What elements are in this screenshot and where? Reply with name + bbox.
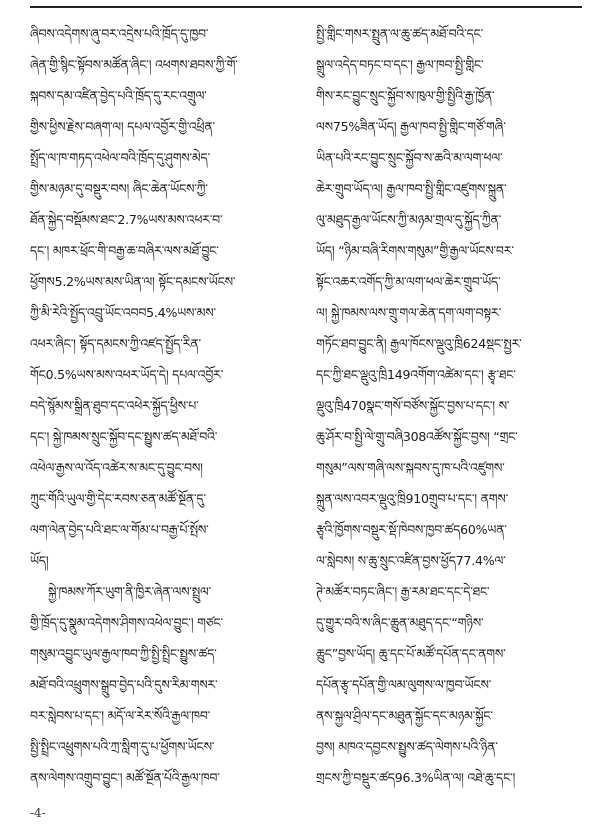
text-line: གྱིས་མཉམ་དུ་བསྡུར་བས། ཞིང་ཆེན་ཡོངས་ཀྱི་: [30, 181, 208, 196]
text-line: ཊེ་མཚོར་བཏང་ཞིང་། རྒྱ་རམ་ཐང་དང་དེ་ཐང་: [316, 584, 490, 599]
text-line: ལག་ལེན་བྱེད་པའི་ཐང་ལ་གོམ་པ་བརྒྱ་པོ་སྤོས་: [30, 522, 209, 537]
text-line: སྐབས་དམ་འཛིན་བྱེད་པའི་ཁྲོད་དུ་རང་འགྲུལ་: [30, 88, 207, 103]
text-line: སྤྱི་སྤྲིང་འཕྲུགས་པའི་ཀྲ་སླིག་དུ་པ་ཕྱོགས་ཡོངས་: [30, 739, 215, 754]
text-line: དང་། སྐྱེ་ཁམས་སྲུང་སྐྱོབ་དང་སྤྱུས་ཚད་མཐོ་བའི་: [30, 429, 218, 444]
text-line: ལྡུའུ་ཁྲི470སྣང་གསོ་བཙོས་སྐྱོང་བྱས་པ་དང་། ས་: [316, 398, 510, 413]
text-line: ཡོད།: [30, 553, 49, 568]
left-column: [30, 18, 296, 793]
text-line: ལུ་མཐུད་རྒྱལ་ཡོངས་ཀྱི་མཉམ་གྲལ་དུ་སྐྱོད་ཀྱིན་: [316, 212, 502, 227]
text-line: དུ་གྱུར་བའི་ས་ཞིང་ཆྲུན་མཐུད་དང་“གཉིས་: [316, 615, 484, 630]
text-line: འཕེལ་རྒྱས་ལ་འོད་འཚེར་ས་མང་དུ་བྱུང་བས།: [30, 460, 203, 475]
text-line: ཆྲུང”བྱས་ཡོད། ཆུ་དང་པོ་མཚོ་དཔོན་དང་ནགས་: [316, 646, 506, 661]
text-line: སྟོང་འཆར་འགོད་ཀྱི་མ་ལག་ཕལ་ཆེར་གྲུབ་ཡོད་: [316, 274, 501, 289]
text-line: ཞིབས་འདེགས་ཞུ་བར་འདྲེས་པའི་ཁྲོད་དུ་ཁྱབ་: [30, 26, 209, 41]
page-number: -4-: [30, 806, 46, 820]
right-column: [316, 18, 582, 793]
text-line: བར་སླེབས་པ་དང་། མདོ་ལ་རེར་སོའི་རྒྱལ་ཁབ་: [30, 708, 211, 723]
text-line: ཀྲུང་གོའི་ཡུལ་གྱི་དེང་རབས་ཅན་མཚོ་སྔོན་དུ་: [30, 491, 206, 506]
text-line: ཕྱོགས5.2%ཡས་མས་ཡིན་ལ། སྟོང་དམངས་ཡོངས་: [30, 274, 236, 289]
text-line: སྤྲོད་ལ་ཁ་གཏད་འཕེལ་བའི་ཁྲོད་དུ་ཤུགས་མེད་: [30, 150, 210, 165]
header-rule: [30, 6, 582, 8]
text-line: ལ། སྐྱེ་ཁམས་ལས་གྲུ་གལ་ཆེན་དག་ལག་བསྟར་: [316, 305, 502, 320]
text-line: གྱི་ཁྲོད་དུ་སྣུམ་འདེགས་ཤིགས་འཕེལ་བྱུང་། གཙང་: [30, 615, 223, 630]
text-line: གོང0.5%ཡས་མས་འཕར་ཡོད་དེ། དཔལ་འབྱོར་: [30, 367, 224, 382]
text-line: སྐྱེ་ཁམས་ཀོར་ཡུག་ནི་ཁྱིར་ཞེན་ལས་སྤྲུལ་: [48, 584, 212, 599]
text-line: བྱས། མཁའ་དབྱངས་སྤྱུས་ཚད་ལེགས་པའི་ཉིན་: [316, 739, 498, 754]
text-line: ཐོན་སྐྱེད་བསྡོམས་ཐང་2.7%ཡས་མས་འཕར་བ་: [30, 212, 223, 227]
text-line: སྒྲུལ་འདེད་བཏང་བ་དང་། རྒྱལ་ཁབ་སྤྱི་གླིང་: [316, 57, 484, 72]
text-line: ཆེར་གྲུབ་ཡོད་ལ། རྒྱལ་ཁབ་སྤྱི་གླིང་འཛུགས་སྐྲུན་: [316, 181, 507, 196]
text-line: ཡོད། “ཉིམ་བཞི་རིགས་གསུམ”གྱི་རྒྱལ་ཡོངས་བར་: [316, 243, 514, 258]
text-line: འཕར་ཞིང་། སྟོད་དམངས་ཀྱི་འཛད་སྤྱོད་རིན་: [30, 336, 201, 351]
text-line: གསུམ”ལས་གཞི་ལས་སྐབས་དུ་ཁ་པའི་འཛུགས་: [316, 460, 505, 475]
text-line: སྤྱི་གླིང་གསར་སྤྲུན་ལ་ཆུ་ཚད་མཐོ་བའི་དང་: [316, 26, 484, 41]
text-line: གསུམ་འབྱུང་ཡུལ་རྒྱལ་ཁབ་ཀྱི་སྤྱི་སྤྲིང་སྤྱུས་ཚད་: [30, 646, 217, 661]
text-line: དང་ཀྱི་ཐང་ལྡུའུ་ཁྲི149འགོག་འཚེམ་དང་། རྩྭ་ཐང་: [316, 367, 516, 382]
text-line: ལ་སླེབས། ས་ཆུ་སྲུང་འཛིན་བྱས་ཕྱོད77.4%ལ་: [316, 553, 506, 568]
text-line: ཡིན་པའི་རང་བྱུང་སྲུང་སྐྱོབ་ས་ཆའི་མ་ལག་ཕལ་: [316, 150, 503, 165]
text-line: གྱིས་ཕྱིས་རྗེས་བཞག་ལ། དཔལ་འབྱོར་གྱི་འཕྲིན་: [30, 119, 215, 134]
text-line: བདེ་སྙོམས་སྒྲིན་ཐུབ་དང་འཕེར་སྐྱོད་ཕྱིས་པ་: [30, 398, 199, 413]
text-line: རྩྭའི་ཁྱོགས་བསྡུར་སྡོ་ཁེབས་ཁྱབ་ཚད60%ཡན་: [316, 522, 507, 537]
text-line: སྐྲུན་ལས་འབར་ལྡུའུ་ཁྲི910གྲུབ་པ་དང་། ནགས་: [316, 491, 509, 506]
text-line: ཆུ་ཤོར་བ་སྤྱི་ལེ་གྲུ་བཞི308འཚོས་སྐྱོང་བྱས། “གྲང་: [316, 429, 518, 444]
document-page: [30, 18, 582, 788]
text-line: ཞེན་གྱི་སྙིང་སྟོབས་མཚོན་ཞིང་། འཕགས་ཐབས་ཀྱི་གོ་: [30, 57, 238, 72]
text-line: ནས་སྐྱལ་ཤྲིལ་དང་མཐུན་སྐྱོང་དང་མཉམ་སྐྱོང་: [316, 708, 493, 723]
text-line: མཐོ་བའི་འཕྲུགས་སྒྲུབ་བྱེད་པའི་དུས་རིམ་གསར་: [30, 677, 218, 692]
text-line: དང་། མཁར་ཕྲོང་གི་བརྒྱ་ཆ་བཞིར་ལས་མཐོ་བྱུང་: [30, 243, 219, 258]
text-line: ལས75%ཟིན་ཡོད། རྒྱལ་ཁབ་སྤྱི་གླིང་གཙོ་གཞི་: [316, 119, 506, 134]
text-line: ནས་ལེགས་འགྲུབ་བྱུང་། མཚོ་སྔོན་པོའི་རྒྱལ་ཁབ་: [30, 770, 220, 785]
text-line: ཀྱི་མི་རེའི་སྤྱོད་འབྲུ་ཡོང་འབབ5.4%ཡས་མས་: [30, 305, 216, 320]
text-line: གཏོང་ཐབ་བྱུང་ནི། རྒྱལ་ཁོངས་ལྡུའུ་ཁྲི624སྡང་སྤྱར་: [316, 336, 522, 351]
text-line: དཔོན་རྩྭ་དཔོན་གྱི་ལམ་ལུགས་ལ་ཁྱབ་ཡོངས་: [316, 677, 492, 692]
text-line: གིས་རང་བྱུང་སྲུང་སྐྱོབ་ས་ཁུལ་གྱི་སྤྱིའི་རྒྱ་ཁྱོན་: [316, 88, 495, 103]
text-line: གྲངས་ཀྱི་བསྡུར་ཚད96.3%ཡིན་ལ། འཐེ་ཆུ་དང་།: [316, 770, 516, 785]
